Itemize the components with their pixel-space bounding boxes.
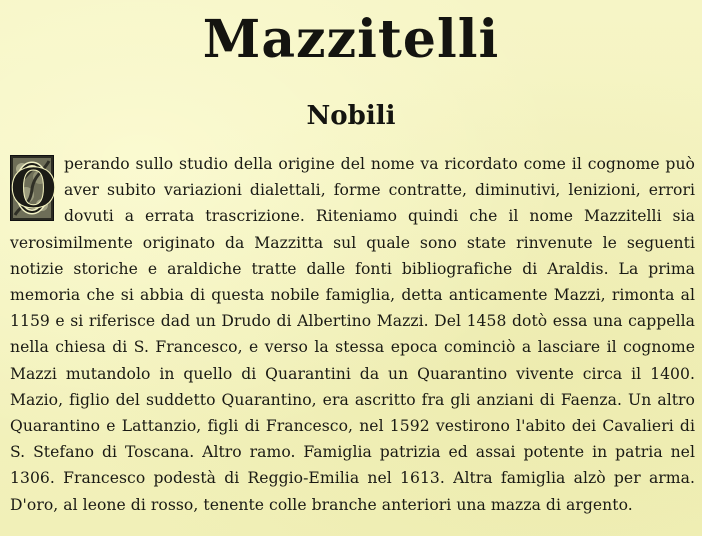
body-paragraph	[10, 151, 695, 518]
dropcap-letter: O	[10, 156, 58, 220]
page-title: Mazzitelli	[202, 9, 500, 70]
illuminated-initial-ornament-icon	[10, 155, 58, 221]
page-subtitle: Nobili	[306, 101, 396, 131]
illuminated-initial	[10, 155, 58, 221]
body-text-content: perando sullo studio della origine del nome va ricordato come il cognome può aver subito variazioni dialettali, forme contratte, diminutivi, lenizioni, errori dovuti a errata trascrizione. Riteniamo quindi che il nome Mazzitelli sia verosimilmente originato da Mazzitta sul quale sono state rinvenute le seguenti notizie storiche e araldiche tratte dalle fonti bibliografiche di Araldis. La prima memoria che si abbia di questa nobile famiglia, detta anticamente Mazzi, rimonta al 1159 e si riferisce dad un Drudo di Albertino Mazzi. Del 1458 dotò essa una cappella nella chiesa di S. Francesco, e verso la stessa epoca cominciò a lasciare il cognome Mazzi mutandolo in quello di Quarantini da un Quarantino vivente circa il 1400. Mazio, figlio del suddetto Quarantino, era ascritto fra gli anziani di Faenza. Un altro Quarantino e Lattanzio, figli di Francesco, nel 1592 vestirono l'abito dei Cavalieri di S. Stefano di Toscana. Altro ramo. Famiglia patrizia ed assai potente in patria nel 1306. Francesco podestà di Reggio-Emilia nel 1613. Altra famiglia alzò per arma. D'oro, al leone di rosso, tenente colle branche anteriori una mazza di argento.	[10, 155, 695, 514]
